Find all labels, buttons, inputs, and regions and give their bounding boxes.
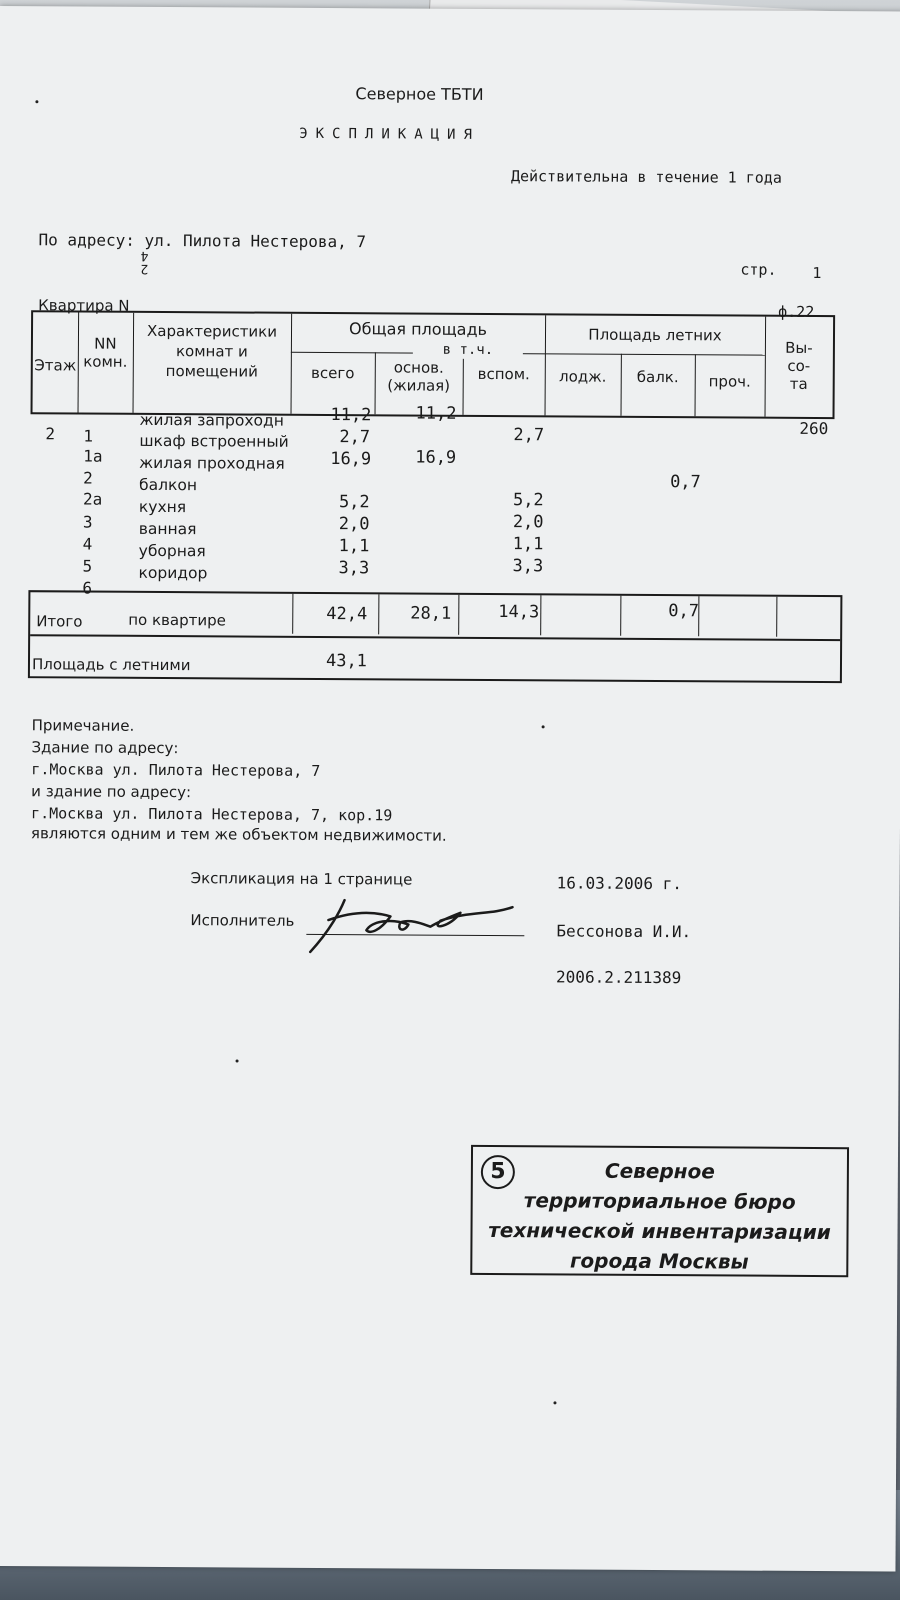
- bti-stamp: [470, 1145, 849, 1277]
- room-name: шкаф встроенный: [139, 431, 289, 451]
- organization-name: Северное ТБТИ: [355, 84, 484, 104]
- header-total-area: Общая площадь: [349, 319, 488, 339]
- header-incl: в т.ч.: [413, 341, 523, 360]
- room-total: 2,0: [338, 514, 370, 535]
- room-number: 2а: [82, 489, 103, 509]
- room-total: 5,2: [338, 492, 370, 513]
- height-value: 260: [799, 418, 829, 439]
- header-balcony: балк.: [636, 367, 679, 387]
- note-line: г.Москва ул. Пилота Нестерова, 7: [31, 760, 321, 780]
- room-name: коридор: [138, 563, 208, 583]
- signature: [300, 890, 520, 961]
- totals-total: 42,4: [326, 604, 368, 625]
- room-name: жилая проходная: [139, 453, 285, 473]
- stamp-line: технической инвентаризации: [488, 1218, 831, 1245]
- room-number: 1: [83, 426, 94, 446]
- stamp-line: территориальное бюро: [523, 1188, 796, 1214]
- area-with-summer-value: 43,1: [325, 651, 368, 672]
- stamp-number: 5: [481, 1155, 515, 1189]
- room-main: 16,9: [415, 447, 457, 468]
- note-line: и здание по адресу:: [31, 782, 192, 802]
- header-height: Вы- со- та: [785, 338, 813, 393]
- totals-balcony: 0,7: [668, 601, 700, 622]
- room-total: 16,9: [330, 449, 372, 470]
- apartment-number: 24: [140, 247, 149, 276]
- apartment-label: Квартира N: [38, 296, 130, 315]
- address: По адресу: ул. Пилота Нестерова, 7: [38, 230, 367, 252]
- header-all: всего: [311, 363, 355, 383]
- room-number: 3: [82, 512, 93, 532]
- totals-label: Итого: [36, 612, 83, 631]
- room-number: 2: [83, 468, 93, 488]
- room-aux: 1,1: [512, 534, 544, 555]
- registration-number: 2006.2.211389: [556, 967, 682, 988]
- room-main: 11,2: [415, 403, 457, 424]
- header-aux: вспом.: [477, 364, 530, 384]
- totals-main: 28,1: [410, 603, 452, 624]
- executor-label: Исполнитель: [190, 911, 295, 930]
- header-other: проч.: [708, 372, 751, 391]
- validity-note: Действительна в течение 1 года: [510, 167, 782, 187]
- document-page: [0, 6, 900, 1571]
- room-name: ванная: [138, 519, 197, 539]
- room-total: 2,7: [339, 427, 371, 448]
- stamp-line: города Москвы: [569, 1248, 749, 1274]
- header-summer: Площадь летних: [588, 325, 722, 345]
- totals-aux: 14,3: [498, 602, 540, 623]
- room-aux: 2,0: [512, 512, 544, 533]
- room-name: жилая запроходн: [139, 410, 284, 430]
- room-name: кухня: [138, 497, 187, 517]
- header-main: основ. (жилая): [387, 358, 451, 395]
- document-date: 16.03.2006 г.: [556, 873, 682, 894]
- note-title: Примечание.: [31, 716, 135, 735]
- header-characteristics: Характеристики комнат и помещений: [146, 321, 278, 381]
- pages-count: Экспликация на 1 странице: [190, 869, 413, 889]
- header-room-no: NN комн.: [83, 334, 128, 371]
- header-floor: Этаж: [34, 356, 77, 375]
- note-line: г.Москва ул. Пилота Нестерова, 7, кор.19: [31, 804, 393, 825]
- header-loggia: лодж.: [558, 367, 607, 386]
- note-line: являются одним и тем же объектом недвижимости.: [30, 824, 447, 845]
- floor-value: 2: [45, 424, 56, 444]
- room-aux: 2,7: [513, 425, 545, 446]
- room-number: 4: [82, 534, 93, 554]
- room-total: 1,1: [338, 536, 370, 557]
- document-title: ЭКСПЛИКАЦИЯ: [299, 125, 480, 143]
- form-number: ф.22: [778, 302, 815, 321]
- area-with-summer-label: Площадь с летними: [31, 655, 191, 675]
- stamp-line: Северное: [604, 1158, 715, 1184]
- page-number: 1: [812, 263, 822, 283]
- room-name: уборная: [138, 541, 206, 561]
- room-balcony: 0,7: [670, 472, 701, 493]
- room-aux: 5,2: [512, 490, 544, 511]
- executor-name: Бессонова И.И.: [556, 921, 692, 942]
- room-number: 5: [82, 556, 93, 576]
- room-aux: 3,3: [512, 556, 544, 577]
- note-line: Здание по адресу:: [31, 738, 179, 758]
- room-number: 1а: [83, 446, 103, 466]
- room-total: 11,2: [330, 405, 372, 426]
- page-label: стр.: [740, 260, 777, 279]
- room-number: 6: [82, 578, 93, 598]
- room-name: балкон: [139, 475, 198, 495]
- room-total: 3,3: [338, 558, 370, 579]
- totals-label-apartment: по квартире: [128, 610, 226, 630]
